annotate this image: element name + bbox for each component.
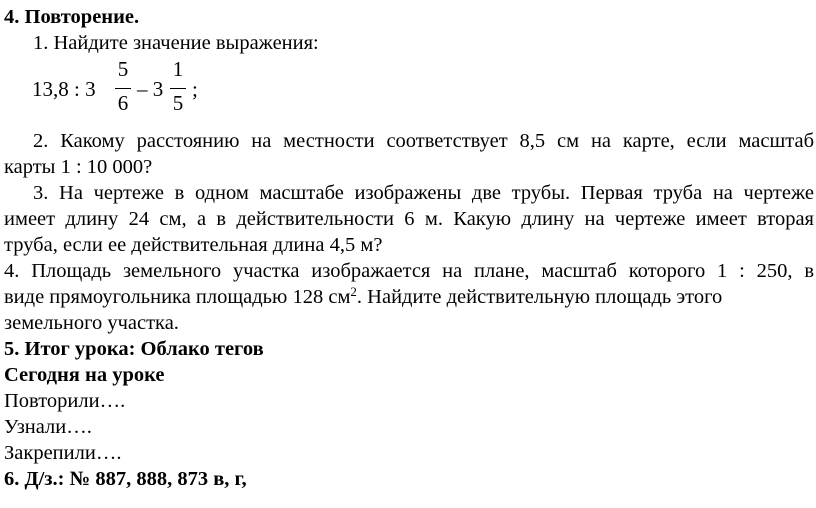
fraction-numerator: 1 [172, 57, 184, 81]
learned-line: Узнали…. [4, 416, 92, 438]
task-4-line-2-rest: . Найдите действительную площадь этого [356, 286, 723, 308]
task-3-line-1: 3. На чертеже в одном масштабе изображены две трубы. Первая труба на чертеже [33, 182, 814, 204]
task-3-line-3: труба, если ее действительная длина 4,5 м? [4, 234, 383, 256]
task-2-line-1: 2. Какому расстоянию на местности соответствует 8,5 см на карте, если масштаб [33, 130, 814, 152]
expr-minus: – 3 [137, 77, 164, 101]
section-heading-summary: 5. Итог урока: Облако тегов [4, 338, 264, 360]
fraction-denominator: 6 [117, 91, 129, 115]
homework-line: 6. Д/з.: № 887, 888, 873 в, г, [4, 468, 247, 490]
today-heading: Сегодня на уроке [4, 364, 165, 386]
task-2-line-2: карты 1 : 10 000? [4, 156, 153, 178]
superscript-two: 2 [350, 284, 357, 299]
task-1-text: 1. Найдите значение выражения: [33, 32, 319, 54]
task-4-line-3: земельного участка. [4, 312, 179, 334]
fraction-denominator: 5 [172, 91, 184, 115]
task-4-line-1: 4. Площадь земельного участка изображается на плане, масштаб которого 1 : 250, в [4, 260, 814, 282]
repeated-line: Повторили…. [4, 390, 126, 412]
fraction-numerator: 5 [117, 57, 129, 81]
reinforced-line: Закрепили…. [4, 442, 122, 464]
section-heading-repeat: 4. Повторение. [4, 6, 140, 28]
expr-tail: ; [192, 77, 198, 101]
task-3-line-2: имеет длину 24 см, а в действительности 6 м. Какую длину на чертеже имеет вторая [4, 208, 814, 230]
task-4-line-2-text: виде прямоугольника площадью 128 см [4, 286, 351, 308]
task-4-line-2 [4, 284, 722, 310]
expr-lead: 13,8 : 3 [32, 77, 96, 101]
